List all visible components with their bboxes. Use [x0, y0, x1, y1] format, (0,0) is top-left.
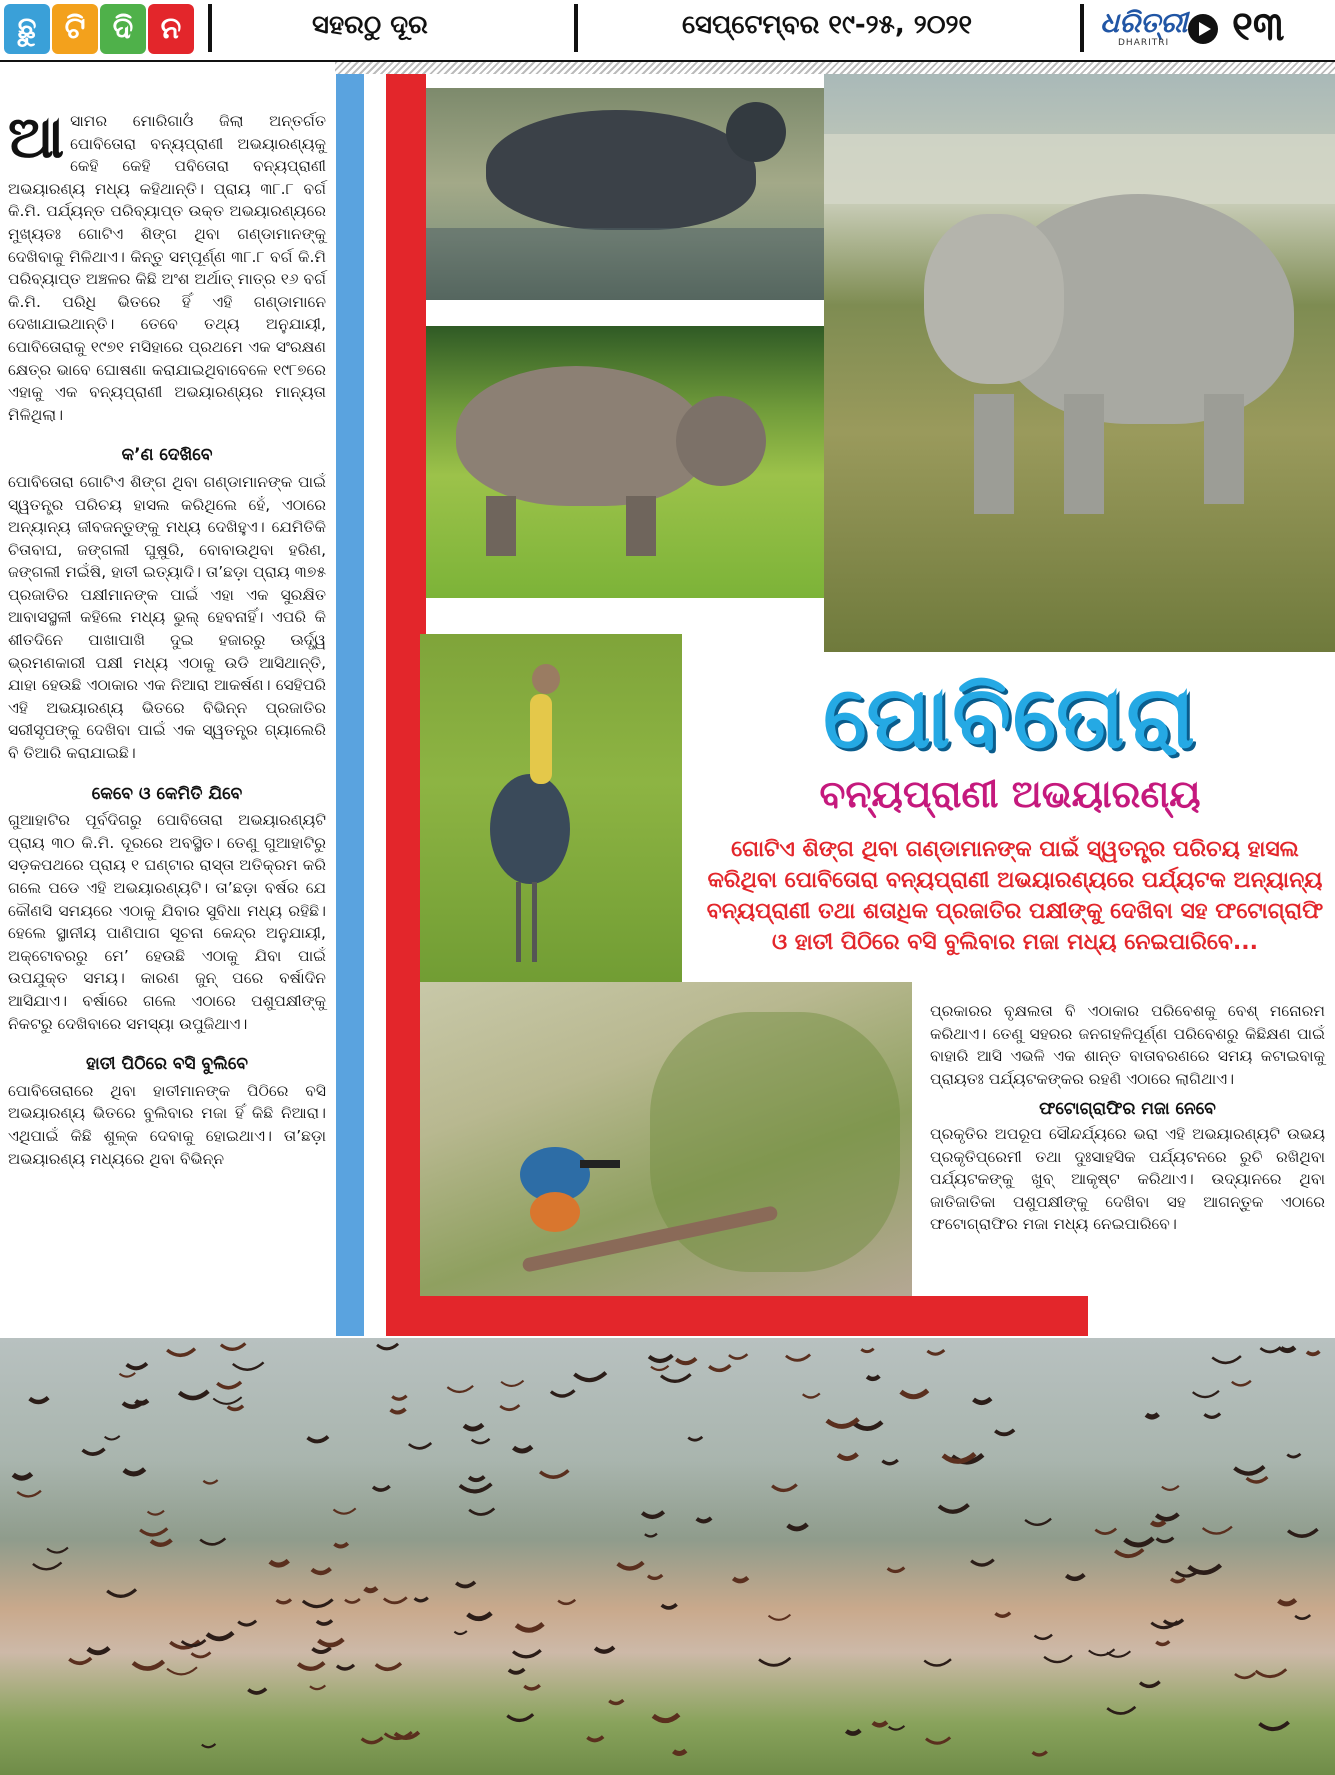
- bird-shape: [460, 1484, 492, 1492]
- bird-shape: [1235, 1673, 1255, 1678]
- bird-shape: [540, 1470, 568, 1477]
- bird-shape: [447, 1386, 473, 1392]
- article-paragraph: ଗୁଆହାଟିର ପୂର୍ବଦିଗରୁ ପୋବିତୋରା ଅଭୟାରଣ୍ୟଟି ପ୍ରାୟ ୩୦ କି.ମି. ଦୂରରେ ଅବସ୍ଥିତ। ତେଣୁ ଗୁଆହାଟିରୁ ସଡ଼କପଥରେ ପ୍ରାୟ ୧ ଘଣ୍ଟାର ରାସ୍ତା ଅତିକ୍ରମ କରି ଗଲେ ପଡେ ଏହି ଅଭୟାରଣ୍ୟଟି। ତା’ଛଡ଼ା ବର୍ଷର ଯେ କୌଣସି ସମୟରେ ଏଠାକୁ ଯିବାର ସୁବିଧା ମଧ୍ୟ ରହିଛି। ହେଲେ ସ୍ଥାନୀୟ ପାଣିପାଗ ସୂଚନା କେନ୍ଦ୍ର ଅନୁଯାୟୀ, ଅକ୍ଟୋବରରୁ ମେ’ ହେଉଛି ଏଠାକୁ ଯିବା ପାଇଁ ଉପଯୁକ୍ତ ସମୟ। କାରଣ ଜୁନ୍ ପରେ ବର୍ଷାଦିନ ଆସିଯାଏ। ବର୍ଷାରେ ଗଲେ ଏଠାରେ ପଶୁପକ୍ଷୀଙ୍କୁ ନିକଟରୁ ଦେଖିବାରେ ସମସ୍ୟା ଉପୁଜିଥାଏ।: [8, 811, 326, 1033]
- bird-shape: [228, 1406, 243, 1410]
- section-name: ସହରଠୁ ଦୂର: [312, 10, 428, 40]
- bird-shape: [1035, 1635, 1053, 1639]
- bird-shape: [514, 1447, 532, 1451]
- bird-shape: [140, 1528, 167, 1534]
- header-divider: [208, 4, 212, 52]
- bird-shape: [248, 1689, 266, 1693]
- bird-shape: [105, 1436, 120, 1440]
- blue-accent-bar: [336, 74, 364, 1336]
- bird-shape: [697, 1518, 711, 1521]
- bird-shape: [167, 1349, 195, 1356]
- bird-shape: [838, 1454, 857, 1459]
- bird-shape: [618, 1562, 644, 1568]
- bird-shape: [645, 1534, 657, 1537]
- header-divider: [574, 4, 578, 52]
- bird-shape: [1287, 1454, 1300, 1457]
- bird-shape: [317, 1620, 332, 1624]
- bird-shape: [217, 1382, 241, 1388]
- drop-cap: ଆ: [8, 103, 65, 171]
- bird-shape: [133, 1661, 163, 1668]
- bird-shape: [873, 1722, 887, 1725]
- bird-shape: [609, 1700, 623, 1703]
- bird-shape: [310, 1685, 325, 1689]
- bird-shape: [303, 1600, 333, 1607]
- bird-shape: [221, 1343, 245, 1349]
- bird-shape: [1193, 1391, 1219, 1397]
- article-paragraph: ସାମର ମୋରିଗାଓଁ ଜିଲା ଅନ୍ତର୍ଗତ ପୋବିତୋରା ବନ୍ୟପ୍ରାଣୀ ଅଭୟାରଣ୍ୟକୁ କେହି କେହି ପବିତୋରା ବନ୍ୟପ୍ରାଣୀ ଅଭୟାରଣ୍ୟ ମଧ୍ୟ କହିଥାନ୍ତି। ପ୍ରାୟ ୩୮.୮ ବର୍ଗ କି.ମି. ପର୍ଯ୍ୟନ୍ତ ପରିବ୍ୟାପ୍ତ ଉକ୍ତ ଅଭୟାରଣ୍ୟରେ ମୁଖ୍ୟତଃ ଗୋଟିଏ ଶିଙ୍ଗ ଥିବା ଗଣ୍ଡାମାନଙ୍କୁ ଦେଖିବାକୁ ମିଳିଥାଏ। କିନ୍ତୁ ସମ୍ପୂର୍ଣ୍ଣ ୩୮.୮ ବର୍ଗ କି.ମି ପରିବ୍ୟାପ୍ତ ଅଞ୍ଚଳର କିଛି ଅଂଶ ଅର୍ଥାତ୍ ମାତ୍ର ୧୬ ବର୍ଗ କି.ମି. ପରିଧି ଭିତରେ ହିଁ ଏହି ଗଣ୍ଡାମାନେ ଦେଖାଯାଇଥାନ୍ତି। ତେବେ ତଥ୍ୟ ଅନୁଯାୟୀ, ପୋବିତୋରାକୁ ୧୯୭୧ ମସିହାରେ ପ୍ରଥମେ ଏକ ସଂରକ୍ଷଣ କ୍ଷେତ୍ର ଭାବେ ଘୋଷଣା କରାଯାଇଥିବାବେଳେ ୧୯୮୭ରେ ଏହାକୁ ଏକ ବନ୍ୟପ୍ରାଣୀ ଅଭୟାରଣ୍ୟର ମାନ୍ୟତା ମିଳିଥିଲା।: [8, 112, 326, 424]
- bird-shape: [661, 1374, 691, 1381]
- bird-shape: [974, 1399, 991, 1403]
- bird-shape: [88, 1648, 109, 1653]
- bird-shape: [213, 1397, 241, 1404]
- bird-shape: [33, 1562, 62, 1569]
- subheading: କେବେ ଓ କେମିତି ଯିବେ: [91, 783, 243, 804]
- bird-shape: [509, 1669, 524, 1673]
- bird-shape: [107, 1589, 136, 1596]
- right-article-column: [930, 1000, 1325, 1236]
- subheading: ଫଟୋଗ୍ରାଫିର ମଜା ନେବେ: [1039, 1099, 1216, 1120]
- bird-shape: [17, 1491, 41, 1497]
- bird-shape: [270, 1561, 288, 1565]
- masthead-letter: ଦି: [100, 4, 146, 54]
- bird-shape: [233, 1362, 264, 1369]
- bird-shape: [1281, 1347, 1295, 1350]
- bird-shape: [653, 1715, 679, 1721]
- subheading: ହାତୀ ପିଠିରେ ବସି ବୁଲିବେ: [85, 1054, 248, 1075]
- bird-shape: [373, 1486, 390, 1490]
- bird-shape: [889, 1726, 905, 1730]
- bird-shape: [469, 1509, 494, 1515]
- bird-shape: [1260, 1347, 1280, 1352]
- bird-shape: [648, 1575, 662, 1578]
- subheading: କ’ଣ ଦେଖିବେ: [121, 445, 213, 466]
- bird-shape: [472, 1439, 490, 1443]
- page-number: ୧୩: [1232, 4, 1285, 50]
- bird-shape: [513, 1650, 541, 1657]
- hatched-band: [335, 62, 1335, 74]
- page-header: [0, 0, 1335, 62]
- bird-shape: [391, 1409, 406, 1413]
- bird-shape: [587, 1737, 603, 1741]
- bird-shape: [1247, 1477, 1268, 1482]
- bird-shape: [13, 1474, 31, 1478]
- bird-shape: [1212, 1356, 1241, 1363]
- bird-shape: [1256, 1669, 1287, 1676]
- bird-shape: [1095, 1529, 1116, 1534]
- bird-shape: [867, 1376, 879, 1379]
- bird-shape: [1288, 1529, 1317, 1536]
- bird-shape: [501, 1381, 523, 1386]
- bird-shape: [1140, 1682, 1160, 1687]
- bird-shape: [1156, 1514, 1178, 1519]
- bird-shape: [384, 1597, 407, 1602]
- bird-shape: [69, 1658, 91, 1663]
- bird-shape: [376, 1663, 401, 1669]
- bird-shape: [642, 1512, 663, 1517]
- bird-shape: [148, 1511, 164, 1515]
- header-divider: [1080, 4, 1084, 52]
- bird-shape: [574, 1373, 605, 1380]
- bird-shape: [1162, 1486, 1179, 1490]
- bird-shape: [709, 1365, 730, 1370]
- bird-shape: [971, 1560, 994, 1565]
- bird-shape: [1176, 1571, 1198, 1576]
- stork-photo: [420, 634, 682, 1006]
- rhino-portrait-photo: [824, 74, 1335, 652]
- bird-shape: [1232, 1381, 1251, 1386]
- bird-shape: [507, 1714, 533, 1720]
- birds-flock-graphic: [0, 1338, 1335, 1775]
- bird-shape: [927, 1350, 944, 1354]
- bird-shape: [939, 1505, 968, 1512]
- article-paragraph: ପୋବିତୋରା ଗୋଟିଏ ଶିଙ୍ଗ ଥିବା ଗଣ୍ଡାମାନଙ୍କ ପାଇଁ ସ୍ୱତନ୍ତ୍ର ପରିଚୟ ହାସଲ କରିଥିଲେ ହେଁ, ଏଠାରେ ଅନ୍ୟାନ୍ୟ ଜୀବଜନ୍ତୁଙ୍କୁ ମଧ୍ୟ ଦେଖିହୁଏ। ଯେମିତିକି ଚିତାବାଘ, ଜଙ୍ଗଲୀ ଘୁଷୁରି, ବୋବାଉଥିବା ହରିଣ, ଜଙ୍ଗଲୀ ମଇଁଷି, ହାତୀ ଇତ୍ୟାଦି। ତା’ଛଡ଼ା ପ୍ରାୟ ୩୭୫ ପ୍ରଜାତିର ପକ୍ଷୀମାନଙ୍କ ପାଇଁ ଏହା ଏକ ସୁରକ୍ଷିତ ଆବାସସ୍ଥଳୀ କହିଲେ ମଧ୍ୟ ଭୁଲ୍ ହେବନାହିଁ। ଏପରି କି ଶୀତଦିନେ ପାଖାପାଖି ଦୁଇ ହଜାରରୁ ଊର୍ଦ୍ଧ୍ୱ ଭ୍ରମଣକାରୀ ପକ୍ଷୀ ମଧ୍ୟ ଏଠାକୁ ଉଡି ଆସିଥାନ୍ତି, ଯାହା ହେଉଛି ଏଠାକାର ଏକ ନିଆରା ଆକର୍ଷଣ। ସେହିପରି ଏହି ଅଭୟାରଣ୍ୟ ଭିତରେ ବିଭିନ୍ନ ପ୍ରଜାତିର ସରୀସୃପଙ୍କୁ ଦେଖିବା ପାଇଁ ଏକ ସ୍ୱତନ୍ତ୍ର ଗ୍ୟାଲେରି ବି ତିଆରି କରାଯାଇଛି।: [8, 472, 326, 763]
- bird-shape: [558, 1600, 575, 1604]
- bird-shape: [673, 1751, 685, 1754]
- bird-shape: [1044, 1655, 1072, 1662]
- bird-shape: [30, 1398, 49, 1402]
- issue-date: ସେପ୍ଟେମ୍ବର ୧୯-୨୫, ୨୦୨୧: [682, 10, 973, 40]
- article-paragraph: ପ୍ରକାରର ବୃକ୍ଷଲତା ବି ଏଠାକାର ପରିବେଶକୁ ବେଶ୍ ମନୋରମ କରିଥାଏ। ତେଣୁ ସହରର ଜନଗହଳିପୂର୍ଣ୍ଣ ପରିବେଶରୁ କିଛିକ୍ଷଣ ପାଇଁ ବାହାରି ଆସି ଏଭଳି ଏକ ଶାନ୍ତ ବାତାବରଣରେ ସମୟ କଟାଇବାକୁ ପ୍ରାୟତଃ ପର୍ଯ୍ୟଟକଙ୍କର ରହଣି ଏଠାରେ ଲାଗିଥାଏ।: [930, 1002, 1325, 1088]
- bird-shape: [365, 1588, 377, 1591]
- bird-shape: [846, 1730, 860, 1733]
- bird-shape: [924, 1659, 951, 1665]
- article-paragraph: ପୋବିତୋରାରେ ଥିବା ହାତୀମାନଙ୍କ ପିଠିରେ ବସି ଅଭୟାରଣ୍ୟ ଭିତରେ ବୁଲିବାର ମଜା ହିଁ କିଛି ନିଆରା। ଏଥିପାଇଁ କିଛି ଶୁଳ୍କ ଦେବାକୁ ହୋଇଥାଏ। ତା’ଛଡ଼ା ଅଭୟାରଣ୍ୟ ମଧ୍ୟରେ ଥିବା ବିଭିନ୍ନ: [8, 1081, 326, 1168]
- publication-logo: ଧରିତ୍ରୀ: [1100, 6, 1188, 39]
- bird-shape: [333, 1508, 355, 1513]
- bird-shape: [409, 1443, 431, 1448]
- bird-shape: [729, 1354, 747, 1358]
- bird-shape: [151, 1540, 171, 1545]
- bird-shape: [1189, 1565, 1221, 1573]
- bird-shape: [312, 1648, 330, 1652]
- bird-shape: [1234, 1467, 1264, 1474]
- bird-shape: [203, 1480, 217, 1483]
- bird-shape: [277, 1599, 291, 1602]
- bird-shape: [1025, 1519, 1051, 1525]
- bird-shape: [595, 1647, 614, 1651]
- bird-shape: [308, 1437, 329, 1442]
- publication-logo-subtext: DHARITRI: [1118, 38, 1170, 48]
- bird-shape: [238, 1621, 256, 1625]
- bird-shape: [733, 1578, 747, 1581]
- bird-shape: [464, 1425, 483, 1429]
- bird-shape: [1307, 1351, 1319, 1354]
- bird-shape: [788, 1524, 808, 1529]
- bird-shape: [769, 1615, 791, 1620]
- masthead-letter: ଛୁ: [4, 4, 50, 54]
- bird-shape: [298, 1663, 324, 1669]
- bird-shape: [516, 1624, 543, 1630]
- bird-shape: [854, 1422, 882, 1429]
- bird-shape: [888, 1568, 905, 1572]
- bird-shape: [943, 1454, 975, 1462]
- masthead-letter: ଟି: [52, 4, 98, 54]
- bird-shape: [207, 1633, 233, 1639]
- bird-shape: [803, 1393, 820, 1397]
- bird-shape: [191, 1652, 210, 1657]
- bird-shape: [454, 1631, 466, 1634]
- bird-shape: [377, 1344, 398, 1349]
- bird-shape: [861, 1349, 873, 1352]
- bird-shape: [362, 1738, 383, 1743]
- rhino-in-water-photo: [426, 88, 824, 300]
- bird-shape: [1295, 1615, 1310, 1619]
- bird-shape: [995, 1430, 1014, 1435]
- masthead-letter: ନ: [148, 4, 194, 54]
- bird-shape: [202, 1744, 216, 1747]
- bird-shape: [651, 1366, 669, 1370]
- bird-shape: [200, 1538, 225, 1544]
- flock-of-birds-photo: [0, 1338, 1335, 1775]
- bird-shape: [182, 1640, 206, 1646]
- bird-shape: [47, 1548, 68, 1553]
- bird-shape: [1279, 1600, 1296, 1604]
- bird-shape: [415, 1598, 428, 1601]
- bird-shape: [901, 1390, 928, 1396]
- bird-shape: [524, 1685, 540, 1689]
- left-article-column: [8, 103, 326, 1170]
- bird-shape: [124, 1469, 145, 1474]
- bird-shape: [1115, 1549, 1143, 1556]
- bird-shape: [312, 1569, 331, 1573]
- bird-shape: [1151, 1522, 1164, 1525]
- bird-shape: [1146, 1414, 1158, 1417]
- bird-shape: [786, 1355, 810, 1361]
- bird-shape: [1259, 1722, 1288, 1729]
- bird-shape: [1033, 1752, 1047, 1755]
- bird-shape: [1203, 1527, 1232, 1534]
- bird-shape: [1204, 1414, 1220, 1418]
- bird-shape: [127, 1363, 147, 1368]
- bird-shape: [759, 1658, 790, 1665]
- rhino-on-grass-photo: [426, 326, 824, 598]
- bird-shape: [1157, 1538, 1174, 1542]
- bird-shape: [1125, 1538, 1153, 1545]
- bird-shape: [334, 1543, 347, 1546]
- bird-shape: [827, 1419, 858, 1426]
- bird-shape: [1171, 1578, 1185, 1581]
- article-paragraph: ପ୍ରକୃତିର ଅପରୂପ ସୌନ୍ଦର୍ଯ୍ୟରେ ଭରା ଏହି ଅଭୟାରଣ୍ୟଟି ଉଭୟ ପ୍ରକୃତିପ୍ରେମୀ ତଥା ଦୁଃସାହସିକ ପର୍ଯ୍ୟଟନରେ ରୁଚି ରଖିଥିବା ପର୍ଯ୍ୟଟକଙ୍କୁ ଖୁବ୍ ଆକୃଷ୍ଟ କରିଥାଏ। ଉଦ୍ୟାନରେ ଥିବା ଜାତିଜାତିକା ପଶୁପକ୍ଷୀଙ୍କୁ ଦେଖିବା ସହ ଆଗନ୍ତୁକ ଏଠାରେ ଫଟୋଗ୍ରାଫିର ମଜା ମଧ୍ୟ ନେଇପାରିବେ।: [930, 1124, 1325, 1234]
- feature-title: ପୋବିତୋରା: [823, 668, 1197, 768]
- bird-shape: [456, 1582, 475, 1586]
- bird-shape: [676, 1358, 696, 1363]
- bird-shape: [469, 1477, 484, 1481]
- bird-shape: [688, 1437, 702, 1440]
- bird-shape: [392, 1396, 406, 1399]
- red-accent-base: [386, 1296, 1088, 1336]
- bird-shape: [83, 1449, 105, 1454]
- bird-shape: [337, 1665, 354, 1669]
- bird-shape: [882, 1460, 897, 1464]
- bird-shape: [1107, 1707, 1135, 1714]
- bird-shape: [136, 1400, 148, 1403]
- bird-shape: [179, 1391, 208, 1398]
- bird-shape: [926, 1737, 950, 1743]
- bird-shape: [649, 1355, 672, 1361]
- feature-intro: ଗୋଟିଏ ଶିଙ୍ଗ ଥିବା ଗଣ୍ଡାମାନଙ୍କ ପାଇଁ ସ୍ୱତନ୍ତ୍ର ପରିଚୟ ହାସଲ କରିଥିବା ପୋବିତୋରା ବନ୍ୟପ୍ରାଣୀ ଅଭୟାରଣ୍ୟରେ ପର୍ଯ୍ୟଟକ ଅନ୍ୟାନ୍ୟ ବନ୍ୟପ୍ରାଣୀ ତଥା ଶତାଧିକ ପ୍ରଜାତିର ପକ୍ଷୀଙ୍କୁ ଦେଖିବା ସହ ଫଟୋଗ୍ରାଫି ଓ ହାତୀ ପିଠିରେ ବସି ବୁଲିବାର ମଜା ମଧ୍ୟ ନେଇପାରିବେ...: [706, 837, 1324, 955]
- bird-shape: [319, 1639, 344, 1645]
- bird-shape: [500, 1405, 519, 1410]
- bird-shape: [1156, 1641, 1169, 1644]
- bird-shape: [662, 1604, 677, 1608]
- bird-shape: [995, 1613, 1010, 1617]
- bird-shape: [772, 1485, 797, 1491]
- bird-shape: [1066, 1575, 1084, 1579]
- bird-shape: [345, 1599, 360, 1603]
- bird-shape: [167, 1667, 197, 1674]
- play-icon: [1188, 14, 1218, 44]
- bird-shape: [468, 1613, 492, 1619]
- feature-subtitle: ବନ୍ୟପ୍ରାଣୀ ଅଭୟାରଣ୍ୟ: [819, 772, 1201, 816]
- bird-shape: [119, 1373, 135, 1377]
- bird-shape: [551, 1390, 575, 1396]
- kingfisher-photo: [420, 982, 912, 1316]
